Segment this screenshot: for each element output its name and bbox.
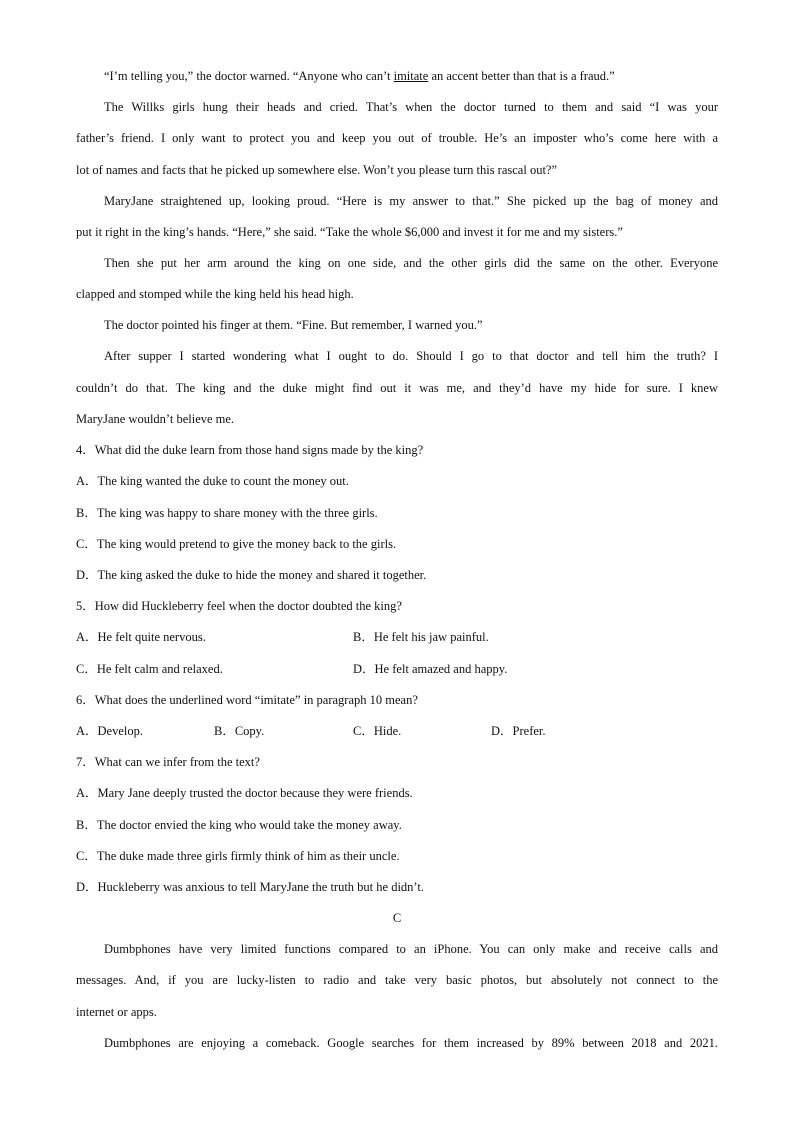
question-5-option-c: C．He felt calm and relaxed.	[76, 662, 223, 676]
question-4-option-a: A．The king wanted the duke to count the money out.	[76, 474, 349, 488]
question-6-option-b: B．Copy.	[214, 724, 265, 738]
question-7-option-c: C．The duke made three girls firmly think of him as their uncle.	[76, 849, 400, 863]
paragraph-arm-line-1: Then she put her arm around the king on one side, and the other girls did the same on the other. Everyone	[104, 256, 718, 270]
question-6-option-a: A．Develop.	[76, 724, 143, 738]
question-5-option-d: D．He felt amazed and happy.	[353, 662, 508, 676]
paragraph-maryjane-line-2: put it right in the king’s hands. “Here,” she said. “Take the whole $6,000 and invest it for me and my sisters.”	[76, 225, 623, 239]
paragraph-limited-line-2: messages. And, if you are lucky-listen to radio and take very basic photos, but absolutely not connect to the	[76, 973, 718, 987]
question-5-option-a: A．He felt quite nervous.	[76, 630, 206, 644]
question-4-option-d: D．The king asked the duke to hide the money and shared it together.	[76, 568, 427, 582]
question-4-option-c: C．The king would pretend to give the money back to the girls.	[76, 537, 397, 551]
question-4-option-b: B．The king was happy to share money with the three girls.	[76, 506, 378, 520]
paragraph-arm-line-2: clapped and stomped while the king held his head high.	[76, 287, 354, 301]
paragraph-limited-line-1: Dumbphones have very limited functions compared to an iPhone. You can only make and receive calls and	[104, 942, 718, 956]
paragraph-willks-line-1: The Willks girls hung their heads and cried. That’s when the doctor turned to them and said “I was your	[104, 100, 718, 114]
question-4-stem: 4．What did the duke learn from those hand signs made by the king?	[76, 443, 424, 457]
paragraph-comeback: Dumbphones are enjoying a comeback. Google searches for them increased by 89% between 2018 and 2021.	[104, 1036, 718, 1050]
paragraph-supper-line-2: couldn’t do that. The king and the duke might find out it was me, and they’d have my hide for sure. I knew	[76, 381, 718, 395]
paragraph-willks-line-3: lot of names and facts that he picked up somewhere else. Won’t you please turn this rascal out?”	[76, 163, 558, 177]
paragraph-supper-line-1: After supper I started wondering what I ought to do. Should I go to that doctor and tell him the truth? I	[104, 349, 718, 363]
text-segment: “I’m telling you,” the doctor warned. “Anyone who can’t	[104, 69, 394, 83]
paragraph-doctor-warned	[104, 68, 718, 84]
paragraph-pointed: The doctor pointed his finger at them. “Fine. But remember, I warned you.”	[104, 318, 483, 332]
question-5-stem: 5．How did Huckleberry feel when the doctor doubted the king?	[76, 599, 402, 613]
text-segment: an accent better than that is a fraud.”	[428, 69, 615, 83]
question-7-option-b: B．The doctor envied the king who would take the money away.	[76, 818, 402, 832]
question-6-option-d: D．Prefer.	[491, 724, 546, 738]
paragraph-maryjane-line-1: MaryJane straightened up, looking proud. “Here is my answer to that.” She picked up the bag of money and	[104, 194, 718, 208]
question-6-stem: 6．What does the underlined word “imitate” in paragraph 10 mean?	[76, 693, 418, 707]
paragraph-supper-line-3: MaryJane wouldn’t believe me.	[76, 412, 235, 426]
question-7-option-d: D．Huckleberry was anxious to tell MaryJane the truth but he didn’t.	[76, 880, 424, 894]
question-7-stem: 7．What can we infer from the text?	[76, 755, 260, 769]
paragraph-limited-line-3: internet or apps.	[76, 1005, 157, 1019]
question-7-option-a: A．Mary Jane deeply trusted the doctor because they were friends.	[76, 786, 413, 800]
question-6-option-c: C．Hide.	[353, 724, 402, 738]
section-heading-c: C	[392, 911, 402, 925]
underlined-word-imitate: imitate	[393, 69, 429, 83]
paragraph-willks-line-2: father’s friend. I only want to protect you and keep you out of trouble. He’s an imposter who’s come here with a	[76, 131, 718, 145]
question-5-option-b: B．He felt his jaw painful.	[353, 630, 489, 644]
